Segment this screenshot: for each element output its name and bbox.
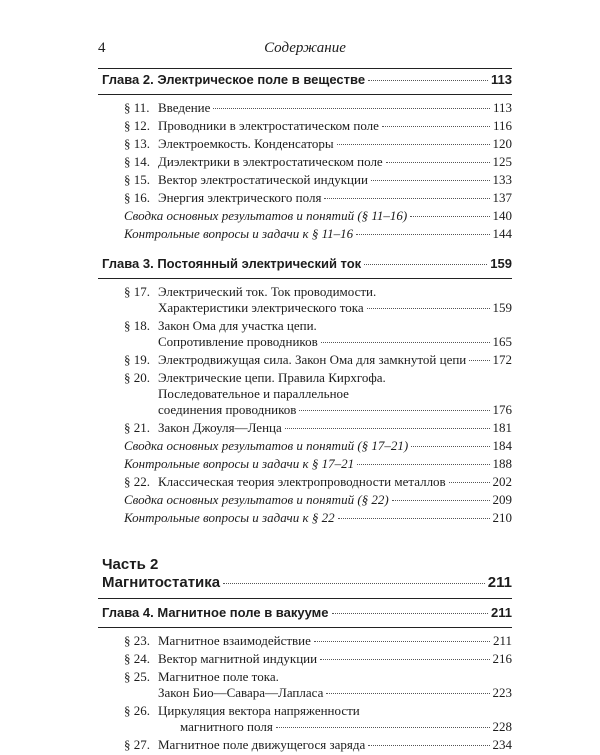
page-ref: 211	[487, 574, 512, 591]
section-number: § 12.	[124, 118, 150, 133]
section-number: § 19.	[124, 352, 150, 367]
dot-leader	[382, 126, 490, 127]
toc-chapter	[98, 72, 512, 88]
toc-entry	[98, 190, 512, 206]
section-number: § 17.	[124, 284, 150, 299]
entry-last-line	[158, 154, 512, 170]
entry-last-line	[158, 172, 512, 188]
toc-summary	[98, 492, 512, 508]
page-ref: 165	[492, 334, 512, 349]
dot-leader	[326, 693, 489, 694]
dot-leader	[356, 234, 489, 235]
summary-title: Контрольные вопросы и задачи к § 17–21	[124, 456, 355, 471]
entry-line: Классическая теория электропроводности металлов	[158, 474, 446, 489]
entry-last-line	[158, 300, 512, 316]
page-ref: 184	[492, 438, 512, 453]
dot-leader	[469, 360, 489, 361]
entry-body	[158, 703, 512, 735]
page-ref: 140	[492, 208, 512, 223]
section-number: § 13.	[124, 136, 150, 151]
entry-line: Закон Ома для участка цепи.	[158, 318, 317, 333]
entry-body	[158, 190, 512, 206]
entry-last-line	[158, 352, 512, 368]
toc-entry	[98, 100, 512, 116]
entry-last-line	[158, 737, 512, 753]
dot-leader	[213, 108, 490, 109]
toc-summary	[98, 510, 512, 526]
entry-last-line	[158, 685, 512, 701]
section-number: § 25.	[124, 669, 150, 684]
entry-line: Закон Джоуля—Ленца	[158, 420, 282, 435]
page-ref: 176	[492, 402, 512, 417]
page-ref: 202	[492, 474, 512, 489]
entry-body	[158, 370, 512, 418]
entry-body	[158, 284, 512, 316]
page-ref: 159	[492, 300, 512, 315]
entry-last-line	[158, 402, 512, 418]
chapter-title: Глава 4. Магнитное поле в вакууме	[102, 605, 329, 620]
toc-entry	[98, 370, 512, 418]
toc-entry	[98, 154, 512, 170]
dot-leader	[386, 162, 490, 163]
entry-body	[158, 172, 512, 188]
part-label: Часть 2	[102, 556, 159, 573]
page-title: Содержание	[264, 40, 346, 56]
toc-entry	[98, 633, 512, 649]
entry-body	[158, 154, 512, 170]
entry-line: Магнитное поле движущегося заряда	[158, 737, 366, 752]
toc-chapter	[98, 256, 512, 272]
entry-body	[158, 100, 512, 116]
entry-line: Характеристики электрического тока	[158, 300, 364, 315]
dot-leader	[368, 745, 489, 746]
chapter-title: Глава 3. Постоянный электрический ток	[102, 256, 362, 271]
section-number: § 15.	[124, 172, 150, 187]
entry-body	[158, 318, 512, 350]
page-ref: 172	[492, 352, 512, 367]
entry-body	[158, 420, 512, 436]
section-number: § 24.	[124, 651, 150, 666]
summary-title: Контрольные вопросы и задачи к § 22	[124, 510, 335, 525]
entry-line: Диэлектрики в электростатическом поле	[158, 154, 383, 169]
entry-line: Последовательное и параллельное	[158, 386, 349, 401]
toc-entry	[98, 172, 512, 188]
page-ref: 113	[491, 72, 512, 87]
dot-leader	[410, 216, 489, 217]
toc-summary	[98, 208, 512, 224]
entry-line: Проводники в электростатическом поле	[158, 118, 379, 133]
entry-line: Электроемкость. Конденсаторы	[158, 136, 334, 151]
table-of-contents	[98, 68, 512, 755]
entry-line: магнитного поля	[180, 719, 273, 734]
entry-body	[158, 669, 512, 701]
entry-line: Электрические цепи. Правила Кирхгофа.	[158, 370, 386, 385]
part-title: Магнитостатика	[102, 574, 221, 591]
entry-line: соединения проводников	[158, 402, 297, 417]
dot-leader	[299, 410, 489, 411]
summary-title: Сводка основных результатов и понятий (§ 17–21)	[124, 438, 409, 453]
section-number: § 22.	[124, 474, 150, 489]
toc-entry	[98, 284, 512, 316]
toc-entry	[98, 651, 512, 667]
toc-entry	[98, 737, 512, 753]
entry-body	[158, 633, 512, 649]
dot-leader	[411, 446, 489, 447]
dot-leader	[337, 144, 490, 145]
entry-last-line	[158, 190, 512, 206]
part-rule	[98, 598, 512, 599]
page-ref: 144	[492, 226, 512, 241]
part-title-line	[98, 574, 512, 592]
entry-body	[158, 118, 512, 134]
section-number: § 18.	[124, 318, 150, 333]
section-number: § 21.	[124, 420, 150, 435]
page-ref: 211	[492, 633, 512, 648]
toc-entry	[98, 136, 512, 152]
page-ref: 120	[492, 136, 512, 151]
section-number: § 14.	[124, 154, 150, 169]
entry-line: Магнитное поле тока.	[158, 669, 279, 684]
entry-line: Магнитное взаимодействие	[158, 633, 311, 648]
dot-leader	[321, 342, 490, 343]
entry-last-line	[158, 474, 512, 490]
entry-last-line	[158, 118, 512, 134]
toc-entry	[98, 318, 512, 350]
chapter-rule	[98, 278, 512, 279]
entry-body	[158, 136, 512, 152]
page-ref: 223	[492, 685, 512, 700]
entry-body	[158, 737, 512, 753]
summary-title: Контрольные вопросы и задачи к § 11–16	[124, 226, 354, 241]
page-ref: 116	[492, 118, 512, 133]
entry-line: Сопротивление проводников	[158, 334, 318, 349]
toc-entry	[98, 669, 512, 701]
toc-entry	[98, 118, 512, 134]
entry-body	[158, 474, 512, 490]
dot-leader	[357, 464, 489, 465]
entry-body	[158, 651, 512, 667]
page-ref: 234	[492, 737, 512, 752]
section-number: § 26.	[124, 703, 150, 718]
summary-title: Сводка основных результатов и понятий (§ 11–16)	[124, 208, 408, 223]
entry-line: Электродвижущая сила. Закон Ома для замкнутой цепи	[158, 352, 467, 367]
page-ref: 188	[492, 456, 512, 471]
dot-leader	[285, 428, 490, 429]
entry-last-line	[158, 719, 512, 735]
entry-last-line	[158, 651, 512, 667]
page-ref: 125	[492, 154, 512, 169]
toc-entry	[98, 703, 512, 735]
dot-leader	[449, 482, 490, 483]
dot-leader	[320, 659, 489, 660]
dot-leader	[338, 518, 490, 519]
toc-entry	[98, 420, 512, 436]
dot-leader	[324, 198, 489, 199]
entry-line: Введение	[158, 100, 211, 115]
page-ref: 210	[492, 510, 512, 525]
section-number: § 16.	[124, 190, 150, 205]
section-number: § 11.	[124, 100, 150, 115]
dot-leader	[332, 613, 489, 614]
entry-line: Энергия электрического поля	[158, 190, 322, 205]
chapter-rule	[98, 627, 512, 628]
entry-last-line	[158, 420, 512, 436]
page-ref: 216	[492, 651, 512, 666]
toc-entry	[98, 352, 512, 368]
toc-part	[98, 556, 512, 592]
toc-summary	[98, 438, 512, 454]
chapter-title: Глава 2. Электрическое поле в веществе	[102, 72, 366, 87]
entry-last-line	[158, 136, 512, 152]
toc-summary	[98, 456, 512, 472]
entry-last-line	[158, 633, 512, 649]
toc-entry	[98, 474, 512, 490]
page-ref: 228	[492, 719, 512, 734]
page-ref: 181	[492, 420, 512, 435]
page-ref: 137	[492, 190, 512, 205]
dot-leader	[364, 264, 487, 265]
page-ref: 159	[490, 256, 512, 271]
page-header	[98, 40, 512, 60]
dot-leader	[392, 500, 490, 501]
dot-leader	[276, 727, 490, 728]
page-ref: 209	[492, 492, 512, 507]
dot-leader	[367, 308, 490, 309]
toc-summary	[98, 226, 512, 242]
entry-line: Вектор электростатической индукции	[158, 172, 368, 187]
dot-leader	[368, 80, 488, 81]
entry-last-line	[158, 334, 512, 350]
page-ref: 113	[492, 100, 512, 115]
chapter-rule	[98, 94, 512, 95]
entry-line: Циркуляция вектора напряженности	[158, 703, 360, 718]
dot-leader	[223, 583, 485, 584]
dot-leader	[371, 180, 490, 181]
summary-title: Сводка основных результатов и понятий (§ 22)	[124, 492, 389, 507]
toc-chapter	[98, 605, 512, 621]
page-number: 4	[98, 40, 106, 56]
entry-line: Вектор магнитной индукции	[158, 651, 318, 666]
section-number: § 27.	[124, 737, 150, 752]
entry-last-line	[158, 100, 512, 116]
entry-body	[158, 352, 512, 368]
entry-line: Закон Био—Савара—Лапласа	[158, 685, 324, 700]
page-ref: 133	[492, 172, 512, 187]
entry-line: Электрический ток. Ток проводимости.	[158, 284, 377, 299]
section-number: § 20.	[124, 370, 150, 385]
dot-leader	[314, 641, 490, 642]
section-number: § 23.	[124, 633, 150, 648]
page-ref: 211	[491, 605, 512, 620]
